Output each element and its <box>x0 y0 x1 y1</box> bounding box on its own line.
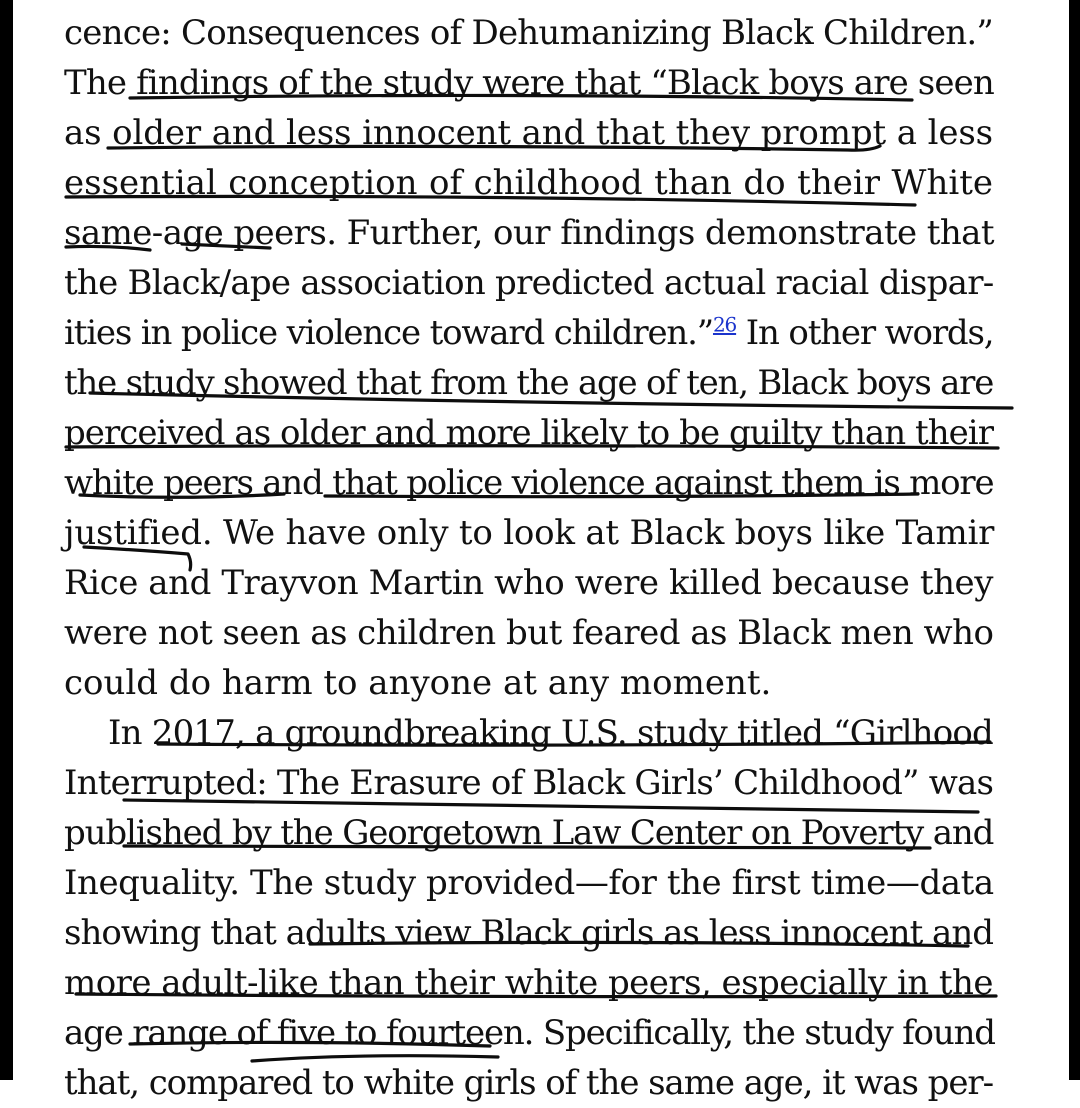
text-line-8: the study showed that from the age of ten, Black boys are <box>64 363 994 403</box>
text-line-1: cence: Consequences of Dehumanizing Black Children.” <box>64 13 993 53</box>
text-line-9: perceived as older and more likely to be guilty than their <box>64 413 993 453</box>
text-line-14: could do harm to anyone at any moment. <box>64 663 772 703</box>
text-line-11: justified. We have only to look at Black boys like Tamir <box>64 513 995 553</box>
text-line-16: Interrupted: The Erasure of Black Girls’ Childhood” was <box>64 763 994 803</box>
text-line-15: In 2017, a groundbreaking U.S. study titled “Girlhood <box>108 713 993 753</box>
text-line-5: same-age peers. Further, our findings demonstrate that <box>64 213 994 253</box>
text-line-7 <box>64 308 993 358</box>
footnote-link-26[interactable]: 26 <box>712 312 737 337</box>
text-line-10: white peers and that police violence against them is more <box>64 463 994 503</box>
text-line-7-start: ities in police violence toward children.” <box>64 313 713 353</box>
text-line-3: as older and less innocent and that they prompt a less <box>64 113 993 153</box>
right-border <box>1069 0 1080 1080</box>
text-line-22: that, compared to white girls of the same age, it was per- <box>64 1063 993 1103</box>
text-line-17: published by the Georgetown Law Center on Poverty and <box>64 813 994 853</box>
text-line-13: were not seen as children but feared as Black men who <box>64 613 994 653</box>
text-line-12: Rice and Trayvon Martin who were killed because they <box>64 563 993 603</box>
text-line-2: The findings of the study were that “Black boys are seen <box>64 63 994 103</box>
text-line-6: the Black/ape association predicted actual racial dispar- <box>64 263 994 303</box>
text-line-7-end: In other words, <box>736 313 994 353</box>
left-border <box>0 0 13 1080</box>
text-line-18: Inequality. The study provided—for the first time—data <box>64 863 994 903</box>
text-line-19: showing that adults view Black girls as less innocent and <box>64 913 993 953</box>
text-line-21: age range of five to fourteen. Specifically, the study found <box>64 1013 995 1053</box>
text-line-20: more adult-like than their white peers, especially in the <box>64 963 993 1003</box>
text-line-4: essential conception of childhood than do their White <box>64 163 993 203</box>
